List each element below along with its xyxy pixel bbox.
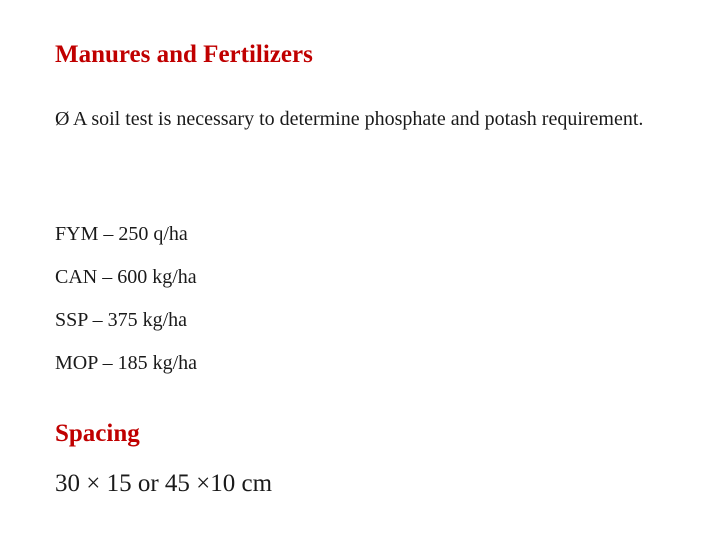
- dose-item-mop: MOP – 185 kg/ha: [55, 352, 198, 374]
- soil-test-text: A soil test is necessary to determine phosphate and potash requirement.: [73, 108, 644, 130]
- spacing-value: 30 × 15 or 45 ×10 cm: [55, 470, 273, 497]
- spacing-heading: Spacing: [55, 420, 140, 447]
- dose-item-ssp: SSP – 375 kg/ha: [55, 309, 188, 331]
- manures-heading: Manures and Fertilizers: [55, 41, 313, 68]
- dose-item-can: CAN – 600 kg/ha: [55, 266, 197, 288]
- dose-item-fym: FYM – 250 q/ha: [55, 223, 188, 245]
- arrow-bullet-icon: Ø: [55, 108, 70, 130]
- fertilizer-dose-list: [55, 213, 197, 385]
- soil-test-bullet: [55, 98, 671, 141]
